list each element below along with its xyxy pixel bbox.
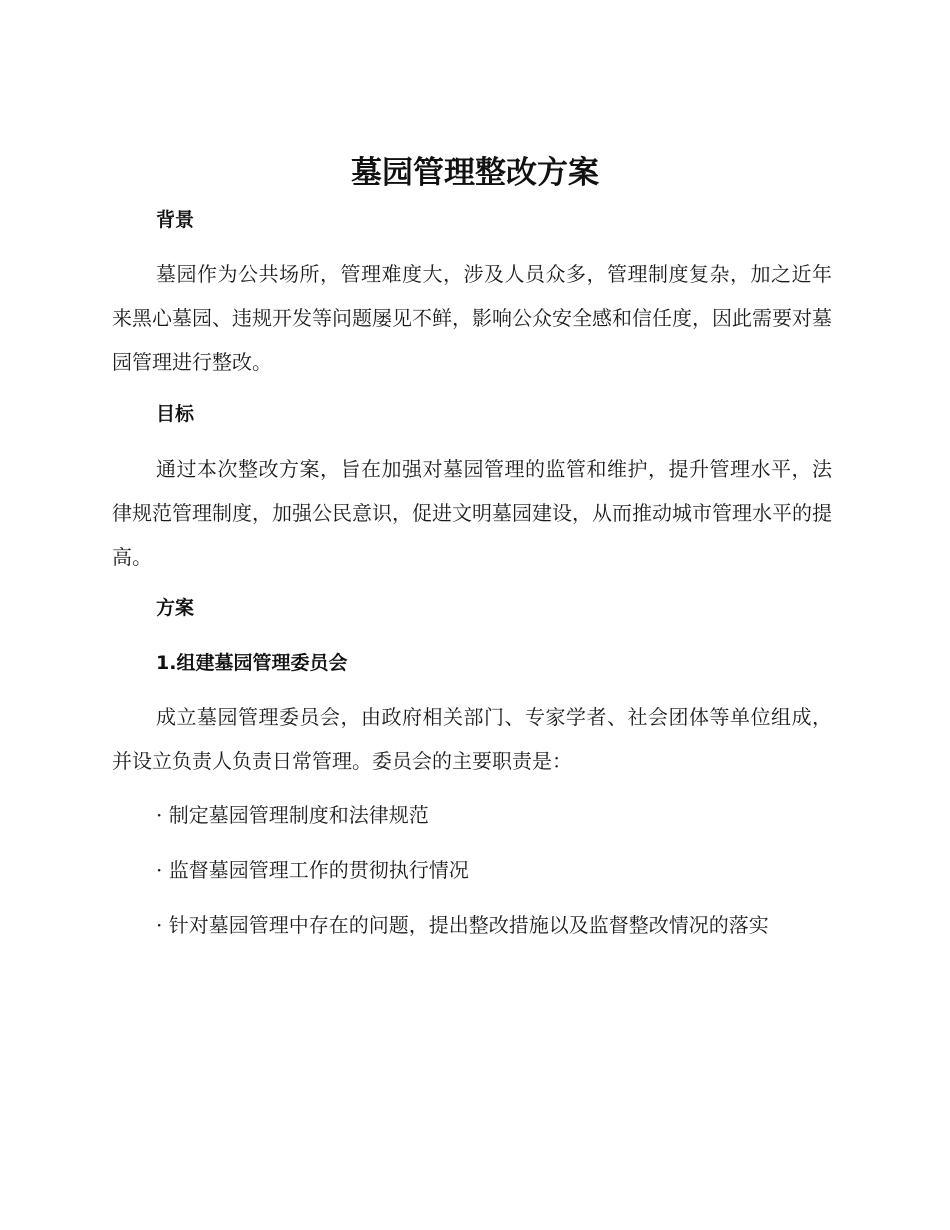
background-paragraph: 墓园作为公共场所，管理难度大，涉及人员众多，管理制度复杂，加之近年来黑心墓园、违规开发等问题屡见不鲜，影响公众安全感和信任度，因此需要对墓园管理进行整改。: [112, 262, 832, 374]
goal-heading: 目标: [156, 403, 195, 425]
bullet-item: · 制定墓园管理制度和法律规范: [156, 803, 429, 827]
background-heading: 背景: [156, 209, 195, 231]
document-title: 墓园管理整改方案: [351, 155, 599, 191]
bullet-item: · 监督墓园管理工作的贯彻执行情况: [156, 858, 469, 882]
bullet-item: · 针对墓园管理中存在的问题，提出整改措施以及监督整改情况的落实: [156, 913, 769, 937]
goal-paragraph: 通过本次整改方案，旨在加强对墓园管理的监管和维护，提升管理水平，法律规范管理制度，加强公民意识，促进文明墓园建设，从而推动城市管理水平的提高。: [112, 457, 832, 569]
plan-item1-paragraph: 成立墓园管理委员会，由政府相关部门、专家学者、社会团体等单位组成，并设立负责人负责日常管理。委员会的主要职责是：: [112, 705, 832, 773]
plan-item1-heading: 1.组建墓园管理委员会: [156, 652, 348, 674]
plan-heading: 方案: [156, 597, 195, 619]
